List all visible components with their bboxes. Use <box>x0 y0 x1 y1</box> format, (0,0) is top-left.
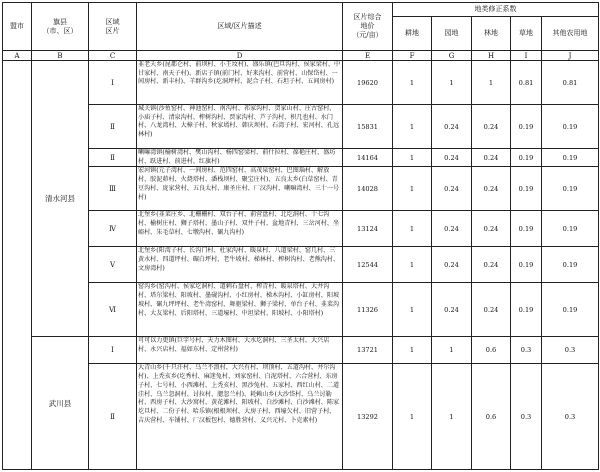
coef-forest: 0.24 <box>472 247 511 283</box>
coef-arable: 1 <box>393 247 432 283</box>
coef-grass: 0.19 <box>511 247 542 283</box>
coef-arable: 1 <box>393 337 432 364</box>
column-letter: J <box>542 51 599 61</box>
zone-level: Ⅰ <box>89 337 137 364</box>
coef-garden: 0.24 <box>432 167 472 211</box>
county-name: 武川县 <box>32 337 89 470</box>
column-letter: A <box>3 51 32 61</box>
coef-other: 0.81 <box>542 61 599 105</box>
coef-grass: 0.19 <box>511 149 542 167</box>
table-row <box>3 283 599 337</box>
coef-garden: 0.24 <box>432 247 472 283</box>
coef-forest: 0.24 <box>472 105 511 149</box>
zone-price: 13124 <box>343 211 393 247</box>
table-row <box>3 105 599 149</box>
coef-garden: 0.24 <box>432 283 472 337</box>
header-zone: 区域 区片 <box>89 3 137 51</box>
zone-level: Ⅱ <box>89 105 137 149</box>
column-letter: D <box>137 51 343 61</box>
coef-forest: 0.6 <box>472 364 511 470</box>
coef-other: 0.19 <box>542 211 599 247</box>
table-row <box>3 211 599 247</box>
column-letter: H <box>472 51 511 61</box>
coef-other: 0.19 <box>542 247 599 283</box>
zone-price: 14028 <box>343 167 393 211</box>
coef-garden: 1 <box>432 337 472 364</box>
zone-level: Ⅲ <box>89 167 137 211</box>
column-letter: B <box>32 51 89 61</box>
coef-grass: 0.3 <box>511 337 542 364</box>
column-letter: F <box>393 51 432 61</box>
zone-level: Ⅳ <box>89 211 137 247</box>
coef-arable: 1 <box>393 211 432 247</box>
zone-level: Ⅵ <box>89 283 137 337</box>
zone-description: 北堡乡(韭菜庄乡、北栅栅村、双台子村、前营盘村、北圪洞村、十七沟村、榆树庄村、狮子塔村、墨山子村、双井子村、盆地青村、三岔河村、坐峪村、朱毛草村、七墩沟村、碾九沟村) <box>137 211 343 247</box>
coef-forest: 0.6 <box>472 337 511 364</box>
header-league: 盟市 <box>3 3 32 51</box>
header-price: 区片综合 地价 （元/亩） <box>343 3 393 51</box>
zone-price: 13292 <box>343 364 393 470</box>
column-letter: E <box>343 51 393 61</box>
column-letter: G <box>432 51 472 61</box>
zone-level: Ⅱ <box>89 149 137 167</box>
coef-arable: 1 <box>393 167 432 211</box>
header-forest: 林地 <box>472 17 511 51</box>
coef-garden: 1 <box>432 364 472 470</box>
column-letter: I <box>511 51 542 61</box>
zone-price: 12544 <box>343 247 393 283</box>
table-row <box>3 337 599 364</box>
coef-garden: 1 <box>432 61 472 105</box>
coef-arable: 1 <box>393 105 432 149</box>
coef-arable: 1 <box>393 61 432 105</box>
table-row <box>3 247 599 283</box>
table-row <box>3 364 599 470</box>
coef-garden: 0.24 <box>432 149 472 167</box>
coef-grass: 0.81 <box>511 61 542 105</box>
table-row <box>3 61 599 105</box>
zone-level: Ⅰ <box>89 61 137 105</box>
coef-forest: 1 <box>472 61 511 105</box>
zone-price: 15831 <box>343 105 393 149</box>
zone-price: 11326 <box>343 283 393 337</box>
coef-arable: 1 <box>393 149 432 167</box>
zone-description: 窑沟乡(窑沟村、侯家圪洞村、道刺石盘村、榨青村、暖泉塔村、大井沟村、塔尔梁村、阳坡村、墨砚沟村、小红房村、梯木沟村、小缸房村、阳坡坡村、碾九坪坪村、老牛湾窑村、舞驱梁村、狮子梁村、单台子村、韭菜沟村、大友梁村、后阳塔村、三道壕村、中坦梁村、阳坡村、小阳塔村) <box>137 283 343 337</box>
header-coefficient-group: 地类修正系数 <box>393 3 599 17</box>
league-cell <box>3 61 32 470</box>
coef-forest: 0.24 <box>472 167 511 211</box>
coef-other: 0.19 <box>542 167 599 211</box>
coef-grass: 0.19 <box>511 283 542 337</box>
zone-level: Ⅴ <box>89 247 137 283</box>
zone-price: 14164 <box>343 149 393 167</box>
table-row <box>3 167 599 211</box>
zone-description: 韭老夭乡(昆都仑村、前坝村、小王坟村)、盛乐镇(巴旦沟村、侯家梁村、中甘家村、南天子村)、新店子镇(前门村、好来沟村、前营村、山保岱村、一间房村、新丰村)、羊群沟乡(圪洞坪村、泥合子村、石坦子村、五间房村) <box>137 61 343 105</box>
coef-forest: 0.24 <box>472 211 511 247</box>
table-row <box>3 149 599 167</box>
coef-grass: 0.19 <box>511 211 542 247</box>
header-arable: 耕地 <box>393 17 432 51</box>
zone-description: 喇嘛湾镇(榆树湾村、樊山沟村、杨四窑梁村、前什拉村、葆艳庄村、盛坊村、跃进村、前进村、红旗村) <box>137 149 343 167</box>
coef-forest: 0.24 <box>472 283 511 337</box>
coef-other: 0.19 <box>542 149 599 167</box>
zone-price: 19620 <box>343 61 393 105</box>
coef-garden: 0.24 <box>432 105 472 149</box>
zone-price: 13721 <box>343 337 393 364</box>
header-other: 其他农用地 <box>542 17 599 51</box>
column-letter-row <box>3 51 599 61</box>
coef-grass: 0.19 <box>511 105 542 149</box>
coef-grass: 0.3 <box>511 364 542 470</box>
zone-level: Ⅱ <box>89 364 137 470</box>
coef-garden: 0.24 <box>432 211 472 247</box>
header-description: 区域/区片描述 <box>137 3 343 51</box>
column-letter: C <box>89 51 137 61</box>
zone-description: 可可以力更镇(巨字号村、天力木图村、大水圪洞村、三圣太村、大兴店村、永兴店村、福如东村、定州营村) <box>137 337 343 364</box>
zone-description: 城关镇(沙鱼窑村、神池窑村、南沟村、祁家沟村、贺家山村、庄古窑村、小庙子村、清泉沟村、榨树沟村、贾家沟村、芦子沟村、枳几也村、水门村、八龙湾村、大樟子村、秋家墕村、韩庆坝村、石湾子村、宏河村、孔远林村) <box>137 105 343 149</box>
zone-description: 宏河镇(元子湾村、一间房村、范四窑村、高茂泉窑村、巴图瑙村、解放村、胶泥茆村、火烧塔村、潘栈坝村、聚宝庄村)、五良太乡(白草窑村、青豆沟村、庞家营村、五良太村、康圣庄村、厂汉沟村、喇嘛湾村、三十一号村) <box>137 167 343 211</box>
header-banner: 旗县 （市、区） <box>32 3 89 51</box>
coef-arable: 1 <box>393 283 432 337</box>
zone-description: 大青山乡(千只汗村、乌兰不浪村、大兴有村、坝顶村、五道沟村、井尔沟村)、上秃亥乡(圪秀村、麻迷兔村、刘家窑村、白泥塔村、六合营村、东房子村、七号村、小西滩村、上秃亥村、黑沙兔村、五家村、西红山村、二道洼村、乌兰忽洞村、讨拉村、腮忽兰村)、耗赖山乡(大沙岱村、乌兰讨勒村、西房子村、大沙窝村、黄花滩村、阳坡村、白沙滩村、白沙滩村、陈家圪旦村、二份子村、哈乐镇(根根坝村、大房子村、西壕欠村、旧营子村、吉庆营村、车铺村、厂汉板包村、德胜营村、义兴元村、卜克素村) <box>137 364 343 470</box>
county-name: 清水河县 <box>32 61 89 337</box>
coef-other: 0.3 <box>542 337 599 364</box>
header-garden: 园地 <box>432 17 472 51</box>
coef-grass: 0.19 <box>511 167 542 211</box>
coef-arable: 1 <box>393 364 432 470</box>
zone-description: 北堡乡(阳湾子村、长沟门村、杜家沟村、暖泉村、八道梁村、窑几村、三黄水村、四道坪村、碾白坪村、老牛坡村、梯林村、榨树沟村、老熊沟村、文房湾村) <box>137 247 343 283</box>
header-grass: 草地 <box>511 17 542 51</box>
coef-other: 0.3 <box>542 364 599 470</box>
coef-other: 0.19 <box>542 283 599 337</box>
coef-other: 0.19 <box>542 105 599 149</box>
land-price-table <box>2 2 599 470</box>
coef-forest: 0.24 <box>472 149 511 167</box>
